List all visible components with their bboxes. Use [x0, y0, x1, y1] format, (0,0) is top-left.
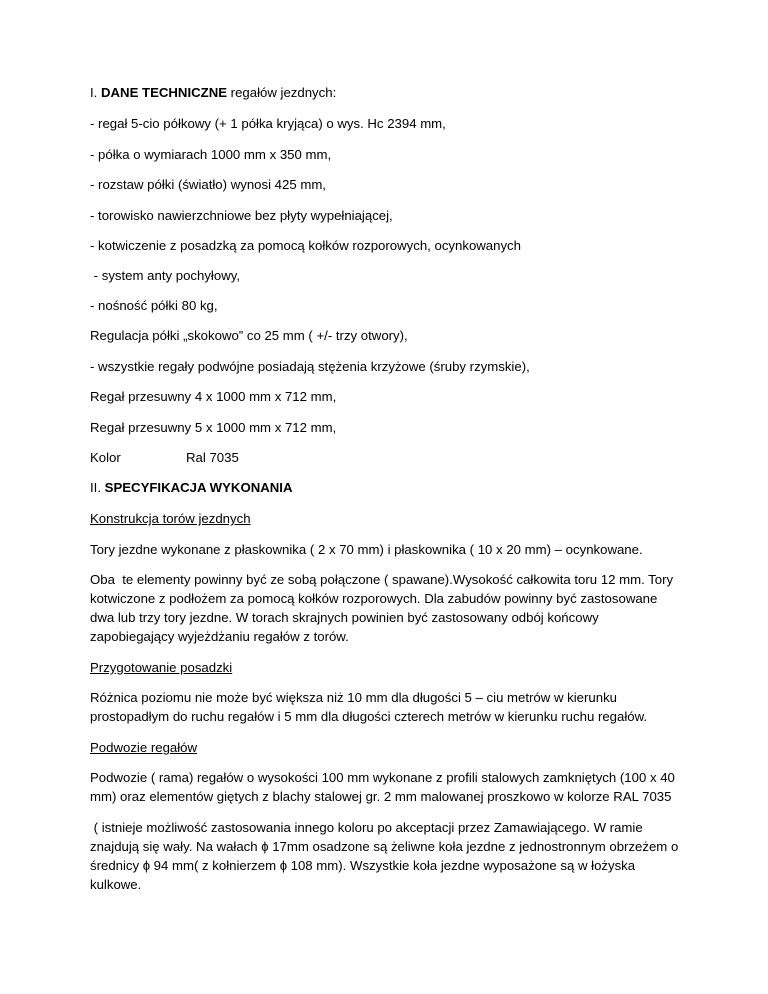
- posadzka-heading: Przygotowanie posadzki: [90, 660, 233, 675]
- kolor-value: Ral 7035: [186, 450, 239, 465]
- spec-item: - torowisko nawierzchniowe bez płyty wypełniającej,: [90, 208, 393, 223]
- tory-paragraph-2-line: dwa lub trzy tory jezdne. W torach skrajnych powinien być zastosowany odbój końcowy: [90, 610, 599, 625]
- tory-paragraph-2-line: zapobiegający wyjeżdżaniu regałów z torów.: [90, 629, 349, 644]
- podwozie-line: znajdują się wały. Na wałach ɸ 17mm osadzone są żeliwne koła jezdne z jednostronnym obrzeżem o: [90, 839, 679, 854]
- spec-item: Regał przesuwny 5 x 1000 mm x 712 mm,: [90, 420, 337, 435]
- podwozie-line: średnicy ɸ 94 mm( z kołnierzem ɸ 108 mm). Wszystkie koła jezdne wyposażone są w łożyska: [90, 858, 636, 873]
- podwozie-line: ( istnieje możliwość zastosowania innego koloru po akceptacji przez Zamawiającego. W ramie: [90, 820, 643, 835]
- spec-item: - system anty pochyłowy,: [90, 268, 240, 283]
- section-1-title: I. DANE TECHNICZNE regałów jezdnych:: [90, 85, 337, 100]
- tory-paragraph-2-line: Oba te elementy powinny być ze sobą połączone ( spawane).Wysokość całkowita toru 12 mm. Tory: [90, 572, 674, 587]
- podwozie-line: mm) oraz elementów giętych z blachy stalowej gr. 2 mm malowanej proszkowo w kolorze RAL 7035: [90, 789, 672, 804]
- kolor-line: [90, 448, 680, 467]
- spec-item: Regulacja półki „skokowo” co 25 mm ( +/- trzy otwory),: [90, 328, 408, 343]
- spec-item: - rozstaw półki (światło) wynosi 425 mm,: [90, 177, 326, 192]
- tory-paragraph-1: Tory jezdne wykonane z płaskownika ( 2 x 70 mm) i płaskownika ( 10 x 20 mm) – ocynkowane.: [90, 542, 643, 557]
- spec-item: Regał przesuwny 4 x 1000 mm x 712 mm,: [90, 389, 337, 404]
- tory-paragraph-2-line: kotwiczone z podłożem za pomocą kołków rozporowych. Dla zabudów powinny być zastosowane: [90, 591, 658, 606]
- podwozie-line: kulkowe.: [90, 877, 142, 892]
- section-1-heading: DANE TECHNICZNE: [101, 85, 228, 100]
- kolor-label: Kolor: [90, 450, 121, 465]
- podwozie-line: Podwozie ( rama) regałów o wysokości 100 mm wykonane z profili stalowych zamkniętych (100 x 40: [90, 770, 675, 785]
- tory-heading: Konstrukcja torów jezdnych: [90, 511, 251, 526]
- spec-item: - kotwiczenie z posadzką za pomocą kołków rozporowych, ocynkowanych: [90, 238, 521, 253]
- posadzka-line: prostopadłym do ruchu regałów i 5 mm dla długości czterech metrów w kierunku ruchu regałów.: [90, 709, 648, 724]
- podwozie-heading: Podwozie regałów: [90, 740, 198, 755]
- spec-item: - wszystkie regały podwójne posiadają stężenia krzyżowe (śruby rzymskie),: [90, 359, 530, 374]
- spec-item: - nośność półki 80 kg,: [90, 298, 218, 313]
- spec-item: - regał 5-cio półkowy (+ 1 półka kryjąca) o wys. Hc 2394 mm,: [90, 116, 446, 131]
- spec-item: - półka o wymiarach 1000 mm x 350 mm,: [90, 147, 332, 162]
- section-2-title: II. SPECYFIKACJA WYKONANIA: [90, 480, 293, 495]
- section-2-heading: SPECYFIKACJA WYKONANIA: [104, 480, 293, 495]
- posadzka-line: Różnica poziomu nie może być większa niż 10 mm dla długości 5 – ciu metrów w kierunku: [90, 690, 617, 705]
